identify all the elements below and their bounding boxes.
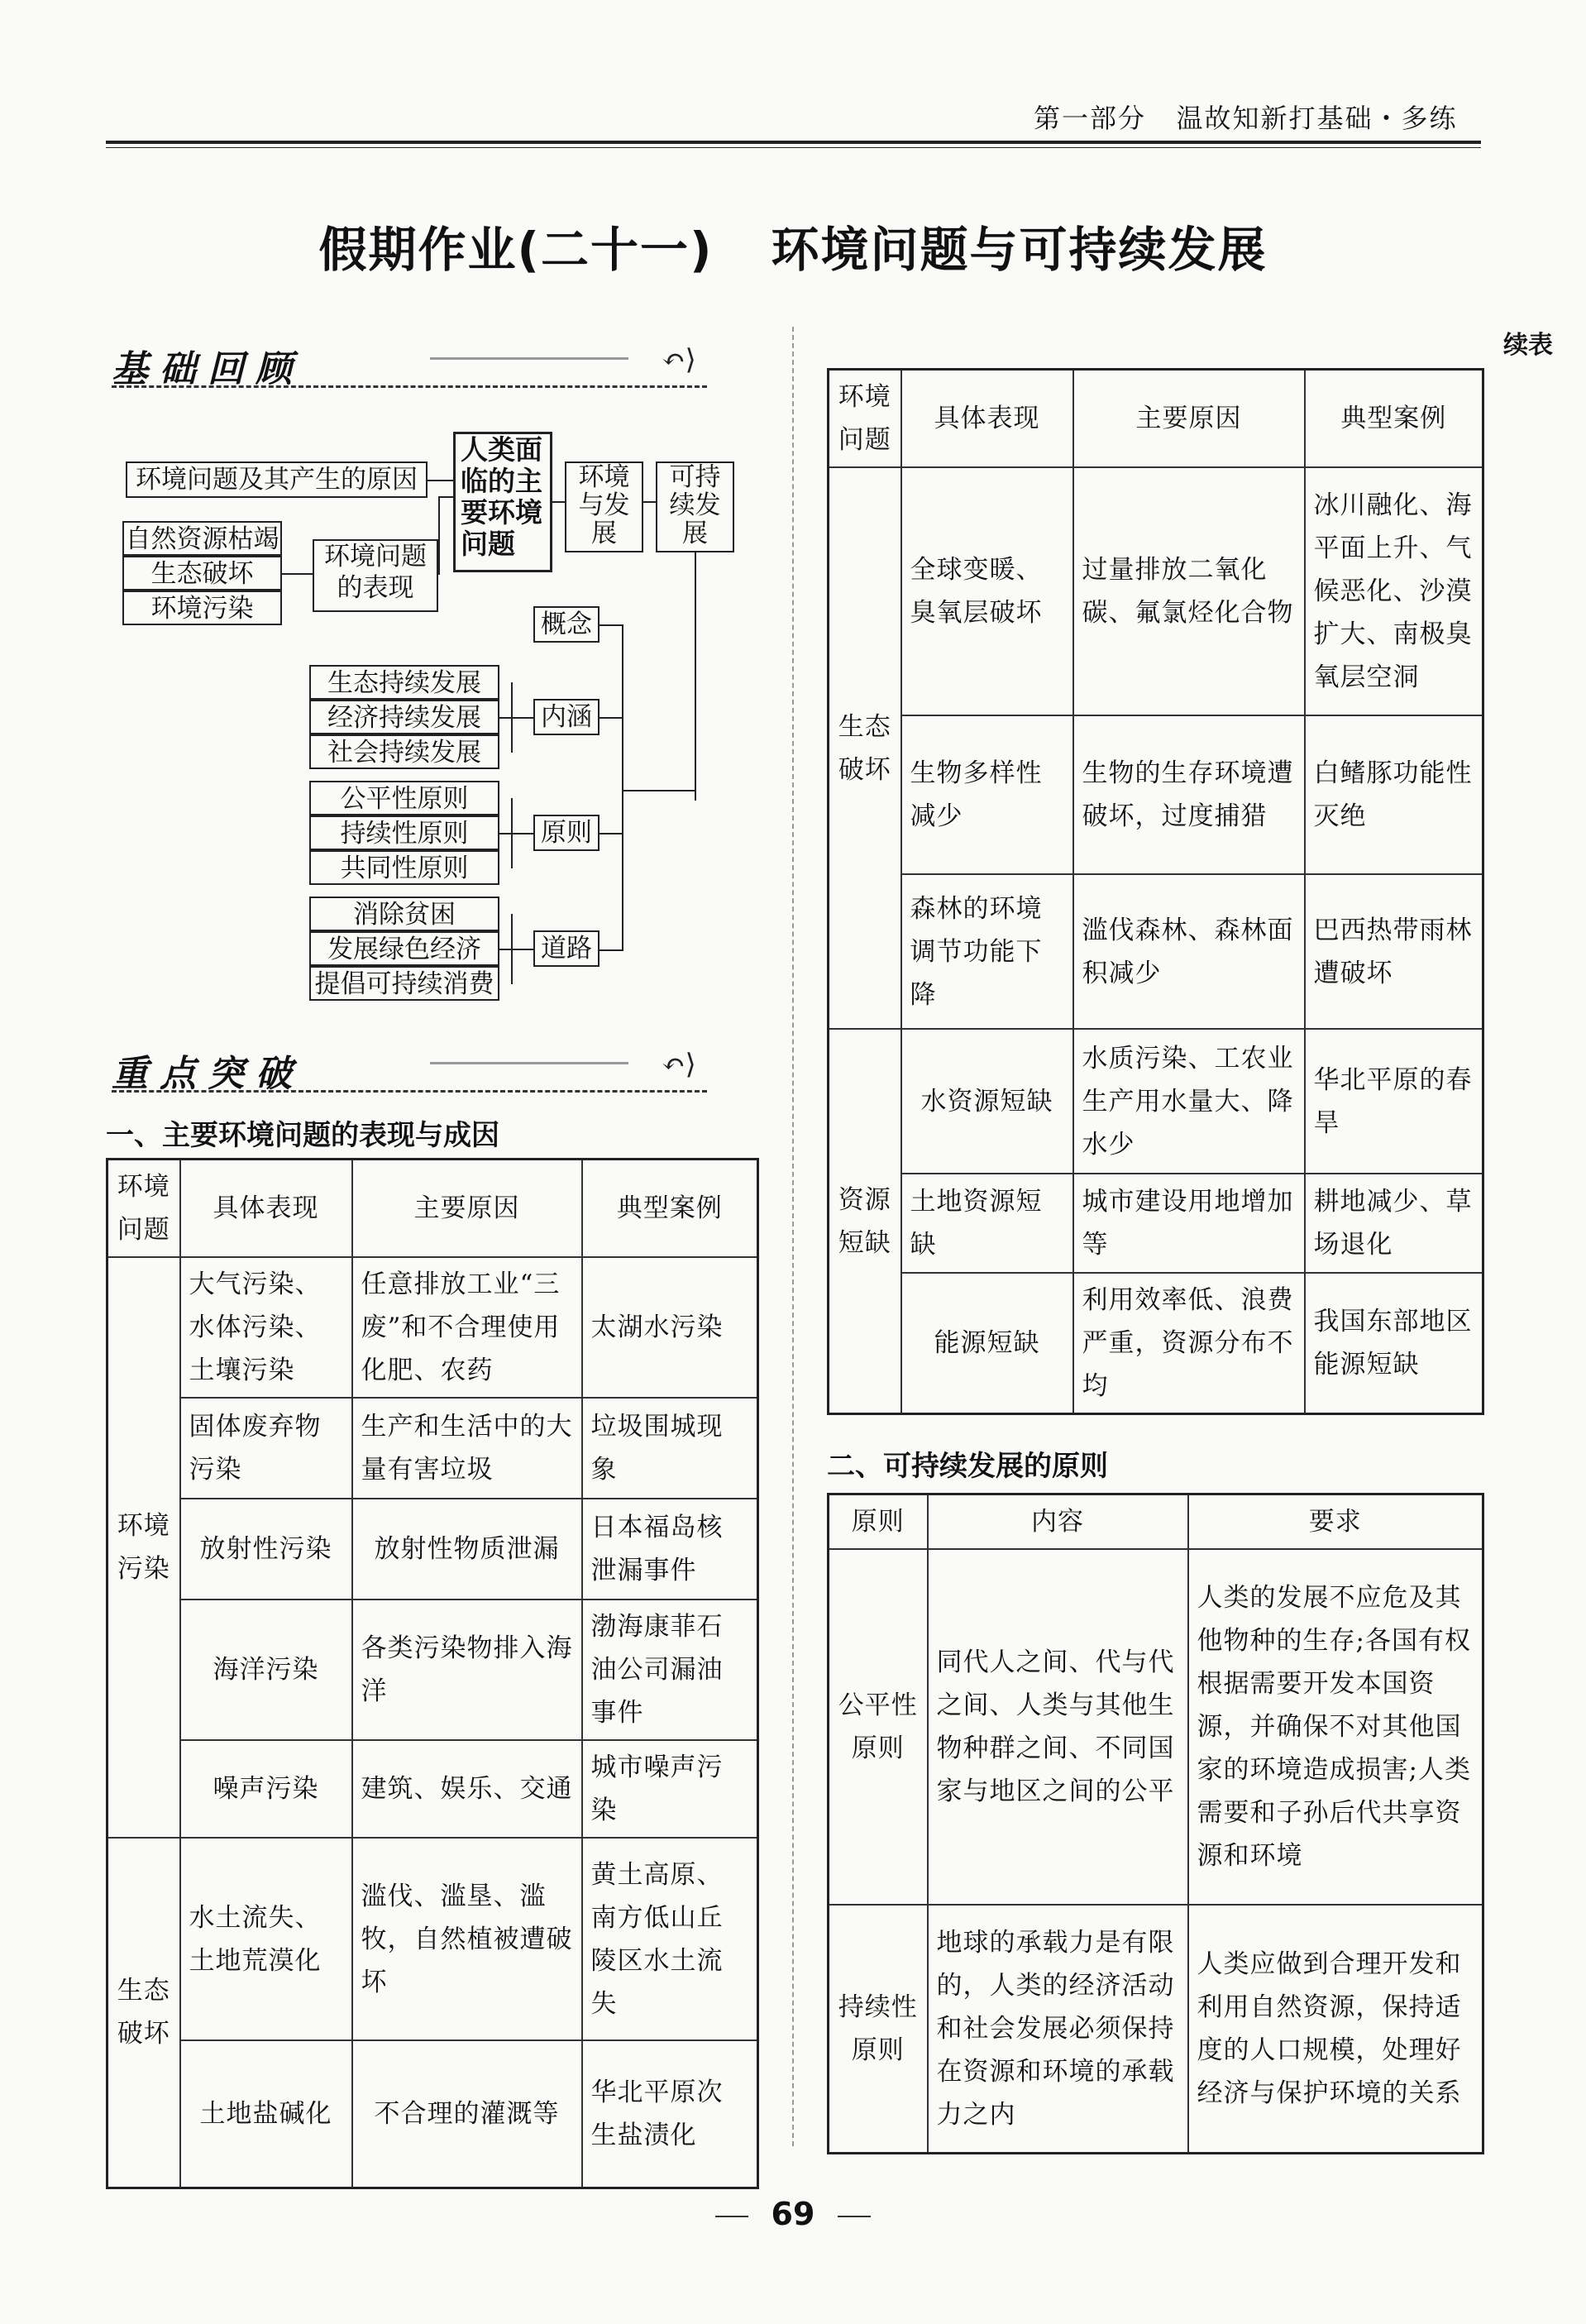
cell: 利用效率低、浪费严重，资源分布不均 [1073, 1273, 1305, 1414]
column-divider [792, 327, 794, 2146]
cell: 各类污染物排入海洋 [352, 1600, 582, 1740]
box-path-3: 提倡可持续消费 [309, 966, 499, 1001]
cell: 滥伐、滥垦、滥牧，自然植被遭破坏 [352, 1838, 582, 2040]
cell: 水土流失、土地荒漠化 [180, 1838, 352, 2040]
connector [499, 717, 533, 719]
box-connotation-3: 社会持续发展 [309, 734, 499, 769]
cell: 放射性物质泄漏 [352, 1499, 582, 1600]
cell: 华北平原次生盐渍化 [582, 2040, 758, 2188]
box-manifest-3: 环境污染 [122, 591, 282, 625]
cell-principle: 公平性原则 [829, 1549, 928, 1905]
cell: 生物的生存环境遭破坏，过度捕猎 [1073, 715, 1305, 874]
box-path-2: 发展绿色经济 [309, 931, 499, 966]
table-header-row [829, 1494, 1483, 1550]
cell: 噪声污染 [180, 1740, 352, 1838]
table-row [829, 467, 1483, 715]
heading-decor-line [430, 1062, 628, 1064]
box-connotation-1: 生态持续发展 [309, 665, 499, 700]
connector [600, 833, 622, 834]
curl-arrow-icon: ↶⟩ [662, 1048, 696, 1081]
connector [643, 501, 656, 503]
box-center: 人类面临的主要环境问题 [453, 432, 552, 572]
cell: 城市建设用地增加等 [1073, 1174, 1305, 1273]
table-principles [827, 1493, 1484, 2154]
connector [622, 624, 623, 951]
th-issue: 环境问题 [829, 370, 901, 468]
cell: 水质污染、工农业生产用水量大、降水少 [1073, 1029, 1305, 1174]
cell: 同代人之间、代与代之间、人类与其他生物种群之间、不同国家与地区之间的公平 [928, 1549, 1188, 1905]
cell: 日本福岛核泄漏事件 [582, 1499, 758, 1600]
table-row [829, 1905, 1483, 2153]
table-row [107, 1499, 758, 1600]
cell: 森林的环境调节功能下降 [901, 874, 1073, 1029]
cell: 华北平原的春旱 [1305, 1029, 1483, 1174]
cell: 滥伐森林、森林面积减少 [1073, 874, 1305, 1029]
table-env-problems [106, 1158, 759, 2189]
cell: 土地盐碱化 [180, 2040, 352, 2188]
page-number [0, 2196, 1586, 2232]
cell: 土地资源短缺 [901, 1174, 1073, 1273]
table-row [829, 1549, 1483, 1905]
th-case: 典型案例 [1305, 370, 1483, 468]
cell: 任意排放工业“三废”和不合理使用化肥、农药 [352, 1257, 582, 1398]
th-manifest: 具体表现 [901, 370, 1073, 468]
cell: 冰川融化、海平面上升、气候恶化、沙漠扩大、南极臭氧层空洞 [1305, 467, 1483, 715]
header-rule [106, 141, 1481, 144]
th-requirement: 要求 [1188, 1494, 1483, 1550]
group-resource-shortage: 资源短缺 [829, 1029, 901, 1414]
th-cause: 主要原因 [1073, 370, 1305, 468]
connector [622, 790, 695, 791]
cell: 垃圾围城现象 [582, 1398, 758, 1499]
table-row [829, 874, 1483, 1029]
connector [600, 717, 622, 719]
box-principle-3: 共同性原则 [309, 850, 499, 885]
box-concept: 概念 [533, 606, 600, 643]
page-number-text: 69 [771, 2196, 815, 2232]
running-header [1034, 98, 1458, 136]
group-pollution: 环境污染 [107, 1257, 180, 1838]
table-row [107, 1838, 758, 2040]
page-title [0, 211, 1586, 280]
box-connotation-2: 经济持续发展 [309, 700, 499, 734]
cell: 白鳍豚功能性灭绝 [1305, 715, 1483, 874]
section-heading-review: 基础回顾 [112, 348, 303, 390]
th-case: 典型案例 [582, 1160, 758, 1258]
box-principle: 原则 [533, 815, 600, 851]
cell: 太湖水污染 [582, 1257, 758, 1398]
connector [499, 833, 533, 834]
box-path: 道路 [533, 930, 600, 967]
table-row [107, 1740, 758, 1838]
box-principle-2: 持续性原则 [309, 815, 499, 850]
cell: 大气污染、水体污染、土壤污染 [180, 1257, 352, 1398]
header-rule-thin [106, 147, 1481, 148]
cell: 巴西热带雨林遭破坏 [1305, 874, 1483, 1029]
title-topic: 环境问题与可持续发展 [771, 222, 1268, 278]
box-causes: 环境问题及其产生的原因 [126, 461, 428, 498]
header-part: 第一部分 [1034, 103, 1147, 134]
box-connotation: 内涵 [533, 699, 600, 735]
table-row [829, 1029, 1483, 1174]
connector [511, 914, 513, 984]
box-path-1: 消除贫困 [309, 897, 499, 931]
table-row [107, 1257, 758, 1398]
table-env-problems-continued [827, 368, 1484, 1415]
cell: 过量排放二氧化碳、氟氯烃化合物 [1073, 467, 1305, 715]
cell-principle: 持续性原则 [829, 1905, 928, 2153]
connector [438, 496, 453, 498]
connector [428, 480, 453, 481]
header-series: 温故知新打基础・多练 [1176, 103, 1458, 134]
cell: 不合理的灌溉等 [352, 2040, 582, 2188]
heading-dash-line [112, 385, 707, 388]
cell: 固体废弃物污染 [180, 1398, 352, 1499]
box-manifest-label: 环境问题的表现 [313, 539, 438, 612]
cell: 全球变暖、臭氧层破坏 [901, 467, 1073, 715]
table3-title: 二、可持续发展的原则 [827, 1450, 1108, 1483]
cell: 城市噪声污染 [582, 1740, 758, 1838]
heading-dash-line [112, 1090, 707, 1093]
connector [600, 949, 622, 951]
cell: 我国东部地区能源短缺 [1305, 1273, 1483, 1414]
table1-title: 一、主要环境问题的表现与成因 [106, 1119, 499, 1152]
box-principle-1: 公平性原则 [309, 781, 499, 815]
table-row [107, 1398, 758, 1499]
connector [499, 949, 533, 950]
th-content: 内容 [928, 1494, 1188, 1550]
table-row [829, 1174, 1483, 1273]
heading-decor-line [430, 357, 628, 360]
connector [600, 624, 622, 626]
connector [552, 501, 565, 503]
th-manifest: 具体表现 [180, 1160, 352, 1258]
box-sustainable: 可持续发展 [656, 461, 734, 552]
connector [695, 552, 696, 801]
cell: 人类应做到合理开发和利用自然资源，保持适度的人口规模，处理好经济与保护环境的关系 [1188, 1905, 1483, 2153]
cell: 黄土高原、南方低山丘陵区水土流失 [582, 1838, 758, 2040]
table-row [107, 2040, 758, 2188]
group-eco-damage: 生态破坏 [829, 467, 901, 1029]
th-principle: 原则 [829, 1494, 928, 1550]
cell: 放射性污染 [180, 1499, 352, 1600]
connector [438, 496, 440, 575]
cell: 耕地减少、草场退化 [1305, 1174, 1483, 1273]
connector [511, 798, 513, 868]
connector [511, 682, 513, 753]
table-header-row [829, 370, 1483, 468]
continued-label: 续表 [1503, 331, 1553, 360]
cell: 水资源短缺 [901, 1029, 1073, 1174]
table-row [107, 1600, 758, 1740]
box-manifest-2: 生态破坏 [122, 556, 282, 591]
table-row [829, 1273, 1483, 1414]
connector [282, 573, 313, 575]
group-eco-damage: 生态破坏 [107, 1838, 180, 2188]
box-manifest-1: 自然资源枯竭 [122, 521, 282, 556]
cell: 海洋污染 [180, 1600, 352, 1740]
cell: 地球的承载力是有限的，人类的经济活动和社会发展必须保持在资源和环境的承载力之内 [928, 1905, 1188, 2153]
cell: 建筑、娱乐、交通 [352, 1740, 582, 1838]
title-main: 假期作业(二十一) [318, 222, 714, 278]
cell: 能源短缺 [901, 1273, 1073, 1414]
box-env-dev: 环境与发展 [565, 461, 643, 552]
th-issue: 环境问题 [107, 1160, 180, 1258]
th-cause: 主要原因 [352, 1160, 582, 1258]
cell: 生产和生活中的大量有害垃圾 [352, 1398, 582, 1499]
cell: 人类的发展不应危及其他物种的生存;各国有权根据需要开发本国资源，并确保不对其他国家的环境造成损害;人类需要和子孙后代共享资源和环境 [1188, 1549, 1483, 1905]
cell: 渤海康菲石油公司漏油事件 [582, 1600, 758, 1740]
table-row [829, 715, 1483, 874]
cell: 生物多样性减少 [901, 715, 1073, 874]
curl-arrow-icon: ↶⟩ [662, 343, 696, 376]
table-header-row [107, 1160, 758, 1258]
section-heading-focus: 重点突破 [112, 1053, 303, 1095]
